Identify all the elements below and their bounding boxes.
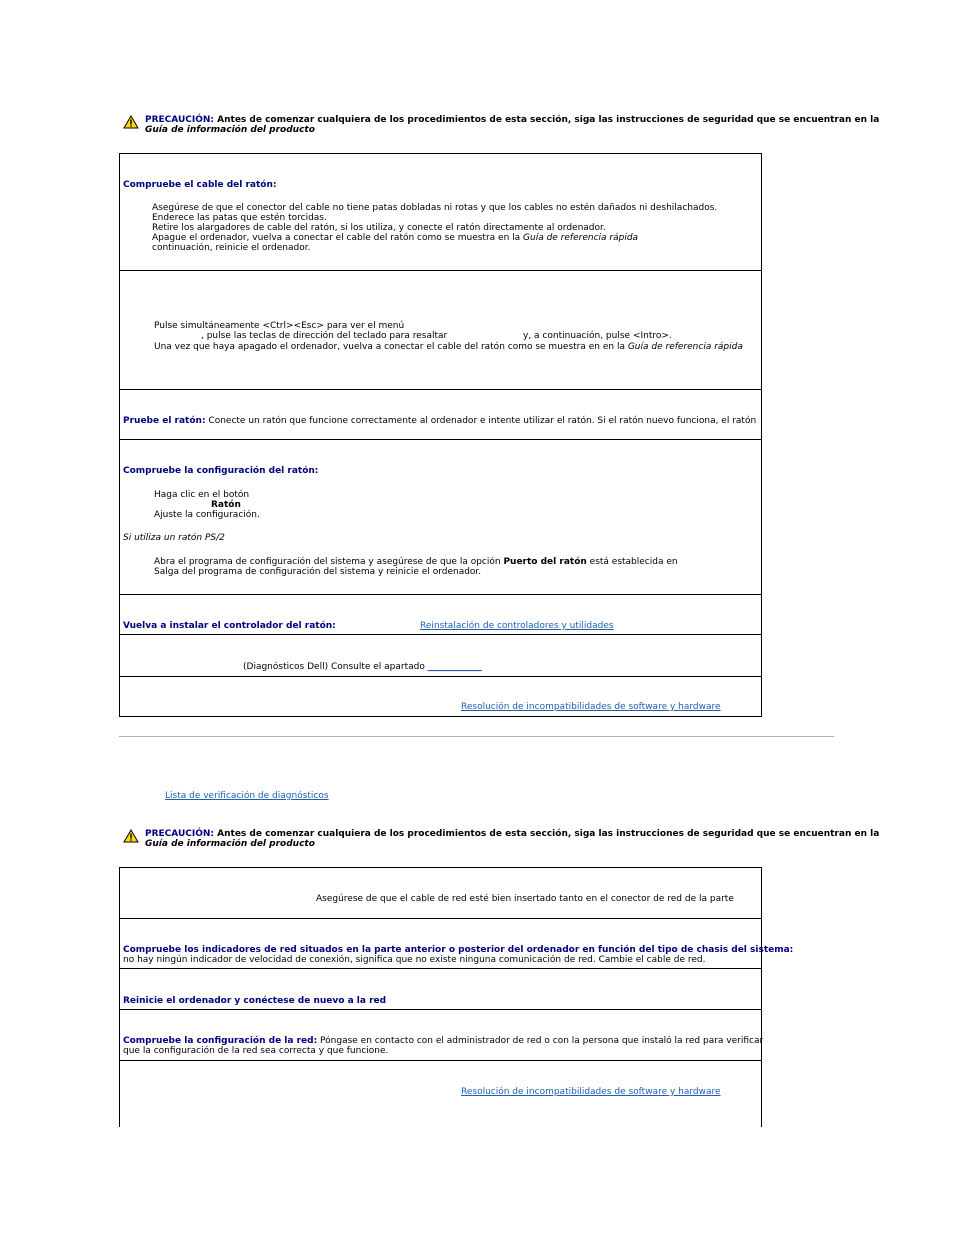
restart-step: Una vez que haya apagado el ordenador, vuelva a conectar el cable del ratón como se muestra en en la Guía de referencia rápida xyxy=(154,342,743,352)
caution-guide: Guía de información del producto xyxy=(145,839,315,849)
row-divider xyxy=(119,389,762,390)
cable-step: Enderece las patas que estén torcidas. xyxy=(152,213,327,223)
cable-step: Asegúrese de que el conector del cable no tiene patas dobladas ni rotas y que los cables no estén dañados ni deshilachados. xyxy=(152,203,718,213)
ps2-step: Abra el programa de configuración del sistema y asegúrese de que la opción Puerto del ratón está establecida en xyxy=(154,557,678,567)
config-step: Haga clic en el botón xyxy=(154,490,250,500)
cable-step: continuación, reinicie el ordenador. xyxy=(152,243,311,253)
restart-step: , pulse las teclas de dirección del teclado para resaltar xyxy=(201,331,448,341)
ps2-step: Salga del programa de configuración del sistema y reinicie el ordenador. xyxy=(154,567,482,577)
test-mouse: Pruebe el ratón: Conecte un ratón que funcione correctamente al ordenador e intente utilizar el ratón. Si el ratón nuevo funciona, el ratón xyxy=(123,416,757,426)
config-step: Ratón xyxy=(211,500,241,510)
caution-icon xyxy=(123,829,139,843)
caution-icon xyxy=(123,115,139,129)
row-divider xyxy=(119,270,762,271)
row-divider xyxy=(119,676,762,677)
row-divider xyxy=(119,1009,762,1010)
network-cable-text: Asegúrese de que el cable de red esté bien insertado tanto en el conector de red de la parte xyxy=(316,894,734,904)
row-divider xyxy=(119,439,762,440)
reinstall-link[interactable]: Reinstalación de controladores y utilidades xyxy=(420,621,614,631)
reinstall-heading: Vuelva a instalar el controlador del ratón: xyxy=(123,621,336,631)
row-divider xyxy=(119,594,762,595)
caution-guide: Guía de información del producto xyxy=(145,125,315,135)
checklist-link[interactable]: Lista de verificación de diagnósticos xyxy=(165,791,329,801)
row-divider xyxy=(119,634,762,635)
network-lights-heading: Compruebe los indicadores de red situados en la parte anterior o posterior del ordenador en función del tipo de chasis del sistema: xyxy=(123,945,794,955)
diag-link[interactable]: ____________ xyxy=(427,662,482,672)
cable-step: Retire los alargadores de cable del ratón, si los utiliza, y conecte el ratón directamente al ordenador. xyxy=(152,223,606,233)
config-step: Ajuste la configuración. xyxy=(154,510,260,520)
row-divider xyxy=(119,968,762,969)
restart-step: Pulse simultáneamente <Ctrl><Esc> para ver el menú xyxy=(154,321,405,331)
diag-text: (Diagnósticos Dell) Consulte el apartado ____________ xyxy=(243,662,482,672)
restart-step: y, a continuación, pulse <Intro>. xyxy=(523,331,672,341)
caution-text: PRECAUCIÓN: Antes de comenzar cualquiera de los procedimientos de esta sección, siga las instrucciones de seguridad que se encuentran en la xyxy=(145,829,880,839)
caution-label: PRECAUCIÓN: xyxy=(145,115,215,125)
caution-text: PRECAUCIÓN: Antes de comenzar cualquiera de los procedimientos de esta sección, siga las instrucciones de seguridad que se encuentran en la xyxy=(145,115,880,125)
ps2-label: Si utiliza un ratón PS/2 xyxy=(123,533,225,543)
network-config: Compruebe la configuración de la red: Póngase en contacto con el administrador de red o con la persona que instaló la red para verificar xyxy=(123,1036,764,1046)
network-lights-text: no hay ningún indicador de velocidad de conexión, significa que no existe ninguna comunicación de red. Cambie el cable de red. xyxy=(123,955,706,965)
mouse-cable-heading: Compruebe el cable del ratón: xyxy=(123,180,277,190)
section-separator xyxy=(119,736,834,737)
mouse-conflict-link[interactable]: Resolución de incompatibilidades de software y hardware xyxy=(461,702,721,712)
row-divider xyxy=(119,1060,762,1061)
row-divider xyxy=(119,918,762,919)
network-config-2: que la configuración de la red sea correcta y que funcione. xyxy=(123,1046,389,1056)
mouse-config-heading: Compruebe la configuración del ratón: xyxy=(123,466,319,476)
network-conflict-link[interactable]: Resolución de incompatibilidades de software y hardware xyxy=(461,1087,721,1097)
network-restart-heading: Reinicie el ordenador y conéctese de nuevo a la red xyxy=(123,996,387,1006)
cable-step: Apague el ordenador, vuelva a conectar el cable del ratón como se muestra en la Guía de referencia rápida xyxy=(152,233,639,243)
